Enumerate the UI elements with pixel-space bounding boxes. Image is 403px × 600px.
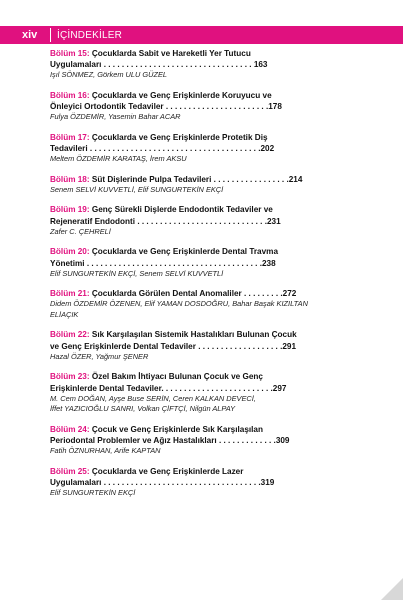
toc-entry-title bbox=[50, 466, 346, 477]
toc-entry-title bbox=[50, 90, 346, 101]
title-text: Süt Dişlerinde Pulpa Tedavileri . . . . . . . . . . . . . . . . .214 bbox=[91, 174, 303, 184]
title-text: Çocuklarda ve Genç Erişkinlerde Koruyucu ve bbox=[91, 90, 272, 100]
chapter-label: Bölüm 23: bbox=[50, 372, 90, 382]
section-title: İÇİNDEKİLER bbox=[57, 29, 122, 41]
title-text: Önleyici Ortodontik Tedaviler . . . . . . . . . . . . . . . . . . . . . . .178 bbox=[50, 102, 282, 112]
toc-entry-title bbox=[50, 59, 346, 70]
toc-entry[interactable] bbox=[50, 90, 346, 123]
toc-entry-authors: Meltem ÖZDEMİR KARATAŞ, İrem AKSU bbox=[50, 154, 187, 164]
toc-entry-title bbox=[50, 341, 346, 352]
toc-entry-title bbox=[50, 216, 346, 227]
title-text: Tedavileri . . . . . . . . . . . . . . . . . . . . . . . . . . . . . . . . . . . . . .202 bbox=[50, 144, 275, 154]
title-text: Erişkinlerde Dental Tedaviler. . . . . . . . . . . . . . . . . . . . . . . . .297 bbox=[50, 383, 287, 393]
chapter-label: Bölüm 21: bbox=[50, 289, 90, 299]
toc-entry-title bbox=[50, 329, 346, 340]
title-text: Genç Sürekli Dişlerde Endodontik Tedaviler ve bbox=[91, 205, 273, 215]
chapter-label: Bölüm 22: bbox=[50, 330, 90, 340]
toc-entry[interactable] bbox=[50, 132, 346, 165]
toc-entry-title bbox=[50, 288, 346, 299]
chapter-label: Bölüm 15: bbox=[50, 49, 90, 58]
toc-entry-title bbox=[50, 204, 346, 215]
chapter-label: Bölüm 16: bbox=[50, 90, 90, 100]
toc-entry[interactable] bbox=[50, 424, 346, 457]
title-text: Çocuklarda Sabit ve Hareketli Yer Tutucu bbox=[91, 49, 251, 58]
chapter-label: Bölüm 24: bbox=[50, 424, 90, 434]
title-text: ve Genç Erişkinlerde Dental Tedaviler . . . . . . . . . . . . . . . . . . .291 bbox=[50, 341, 297, 351]
toc-entry-title bbox=[50, 143, 346, 154]
toc-entry-authors: Işıl SÖNMEZ, Görkem ULU GÜZEL bbox=[50, 70, 168, 80]
chapter-label: Bölüm 20: bbox=[50, 247, 90, 257]
toc-entry-authors: Hazal ÖZER, Yağmur ŞENER bbox=[50, 351, 149, 361]
chapter-label: Bölüm 17: bbox=[50, 132, 90, 142]
header-separator bbox=[50, 28, 51, 42]
toc-entry-authors: Didem ÖZDEMİR ÖZENEN, Elif YAMAN DOSDOĞRU, Bahar Başak KIZILTAN bbox=[50, 299, 308, 309]
chapter-label: Bölüm 19: bbox=[50, 205, 90, 215]
toc-entry-authors: Elif SUNGURTEKİN EKÇİ bbox=[50, 488, 136, 498]
chapter-label: Bölüm 25: bbox=[50, 466, 90, 476]
title-text: Yönetimi . . . . . . . . . . . . . . . . . . . . . . . . . . . . . . . . . . . . . . .238 bbox=[50, 258, 276, 268]
title-text: Çocuklarda ve Genç Erişkinlerde Dental Travma bbox=[91, 247, 278, 257]
title-text: Çocuklarda Görülen Dental Anomaliler . . . . . . . . .272 bbox=[91, 289, 297, 299]
toc-entry[interactable] bbox=[50, 246, 346, 279]
toc-entry-authors: Fulya ÖZDEMİR, Yasemin Bahar ACAR bbox=[50, 112, 181, 122]
toc-entry[interactable] bbox=[50, 466, 346, 499]
toc-entry-title bbox=[50, 424, 346, 435]
toc-entry-authors: Senem SELVİ KUVVETLİ, Elif SUNGURTEKİN EKÇİ bbox=[50, 184, 224, 194]
toc-entry[interactable] bbox=[50, 174, 346, 196]
title-text: Özel Bakım İhtiyacı Bulunan Çocuk ve Genç bbox=[91, 372, 263, 382]
toc-entry-authors: ELİAÇIK bbox=[50, 309, 79, 319]
chapter-label: Bölüm 18: bbox=[50, 174, 90, 184]
toc-entry[interactable] bbox=[50, 48, 346, 81]
toc-entry-title bbox=[50, 477, 346, 488]
toc-entry-title bbox=[50, 383, 346, 394]
toc-entry-title bbox=[50, 101, 346, 112]
toc-entry[interactable] bbox=[50, 329, 346, 362]
title-text: Çocuk ve Genç Erişkinlerde Sık Karşılaşılan bbox=[91, 424, 263, 434]
table-of-contents bbox=[50, 48, 346, 499]
toc-entry-title bbox=[50, 371, 346, 382]
toc-entry-title bbox=[50, 435, 346, 446]
title-text: Uygulamaları . . . . . . . . . . . . . . . . . . . . . . . . . . . . . . . . . . .319 bbox=[50, 477, 275, 487]
title-text: Sık Karşılaşılan Sistemik Hastalıkları Bulunan Çocuk bbox=[91, 330, 297, 340]
toc-entry-title bbox=[50, 258, 346, 269]
title-text: Çocuklarda ve Genç Erişkinlerde Protetik Diş bbox=[91, 132, 268, 142]
toc-entry-title bbox=[50, 48, 346, 59]
title-text: Uygulamaları . . . . . . . . . . . . . . . . . . . . . . . . . . . . . . . . . 163 bbox=[50, 60, 268, 70]
toc-entry-title bbox=[50, 132, 346, 143]
header-bar bbox=[0, 26, 403, 44]
title-text: Çocuklarda ve Genç Erişkinlerde Lazer bbox=[91, 466, 244, 476]
toc-entry-authors: Elif SUNGURTEKİN EKÇİ, Senem SELVİ KUVVETLİ bbox=[50, 268, 224, 278]
toc-entry-authors: M. Cem DOĞAN, Ayşe Buse SERİN, Ceren KALKAN DEVECİ, bbox=[50, 393, 256, 403]
toc-entry[interactable] bbox=[50, 371, 346, 414]
title-text: Periodontal Problemler ve Ağız Hastalıkları . . . . . . . . . . . . .309 bbox=[50, 435, 290, 445]
page-curl-corner bbox=[381, 578, 403, 600]
toc-entry-title bbox=[50, 246, 346, 257]
title-text: Rejeneratif Endodonti . . . . . . . . . . . . . . . . . . . . . . . . . . . . .231 bbox=[50, 216, 281, 226]
toc-entry[interactable] bbox=[50, 204, 346, 237]
toc-entry-authors: Fatih ÖZNURHAN, Arife KAPTAN bbox=[50, 446, 161, 456]
toc-entry[interactable] bbox=[50, 288, 346, 320]
toc-entry-authors: Zafer C. ÇEHRELİ bbox=[50, 226, 111, 236]
toc-entry-title bbox=[50, 174, 346, 185]
toc-entry-authors: İffet YAZICIOĞLU SANRI, Volkan ÇİFTÇİ, Nilgün ALPAY bbox=[50, 404, 236, 414]
page-number: xiv bbox=[22, 29, 38, 41]
page-header bbox=[0, 0, 403, 45]
